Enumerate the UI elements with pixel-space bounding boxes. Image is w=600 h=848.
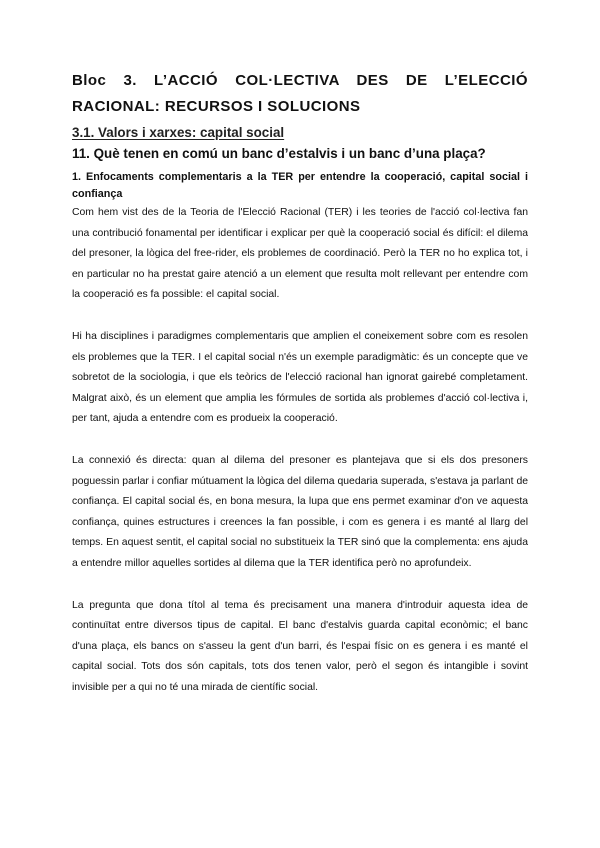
paragraph-1: Com hem vist des de la Teoria de l'Elecció Racional (TER) i les teories de l'acció col·lectiva fan una contribució fonamental per identificar i explicar per què la cooperació social és difícil: el dilema del presoner, la lògica del free-rider, els problemes de coordinació. Però la TER no ho explica tot, i en particular no ha prestat gaire atenció a un element que resulta molt rellevant per entendre com la cooperació es fa possible: el capital social.	[72, 207, 528, 301]
section-title: 3.1. Valors i xarxes: capital social	[72, 125, 285, 140]
question-heading: 11. Què tenen en comú un banc d’estalvis i un banc d’una plaça?	[72, 146, 486, 161]
paragraph-3: La connexió és directa: quan al dilema del presoner es plantejava que si els dos presoners poguessin parlar i confiar mútuament la lògica del dilema quedaria superada, s'estava ja parlant de confiança. El capital social és, en bona mesura, la lupa que ens permet examinar d'on ve aquesta confiança, quines estructures i creences la fan possible, i com es genera i es manté al llarg del temps. En aquest sentit, el capital social no substitueix la TER sinó que la complementa: ens ajuda a entendre millor aquelles sortides al dilema que la TER identifica però no aprofundeix.	[72, 454, 528, 569]
subsection-heading: 1. Enfocaments complementaris a la TER per entendre la cooperació, capital social i confiança	[72, 171, 528, 200]
paragraph-4: La pregunta que dona títol al tema és precisament una manera d'introduir aquesta idea de continuïtat entre diversos tipus de capital. El banc d'estalvis guarda capital econòmic; el banc d'una plaça, els bancs on s'asseu la gent d'un barri, és l'espai físic on es genera i es manté el capital social. Tots dos són capitals, tots dos tenen valor, però el segon és intangible i sovint invisible per a qui no té una mirada de científic social.	[72, 599, 528, 693]
paragraph-2: Hi ha disciplines i paradigmes complementaris que amplien el coneixement sobre com es resolen els problemes que la TER. I el capital social n'és un exemple paradigmàtic: és un concepte que ve sobretot de la sociologia, i que els teòrics de l'elecció racional han ignorat gairebé completament. Malgrat això, és un element que amplia les fórmules de sortida als problemes d'acció col·lectiva i, per tant, ajuda a entendre com es produeix la cooperació.	[72, 330, 528, 425]
bloc-title: Bloc 3. L’ACCIÓ COL·LECTIVA DES DE L’ELECCIÓ RACIONAL: RECURSOS I SOLUCIONS	[72, 72, 528, 115]
